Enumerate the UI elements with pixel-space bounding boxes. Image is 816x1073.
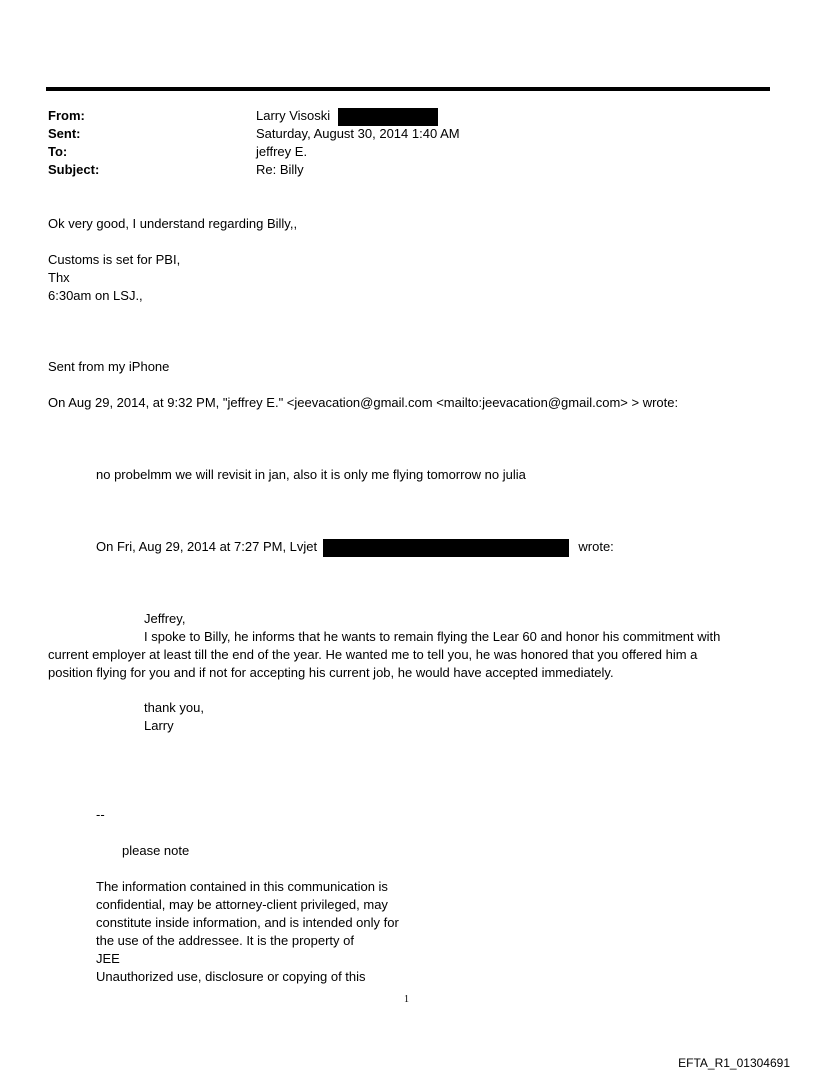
signature-line: Sent from my iPhone (48, 359, 170, 374)
please-note: please note (122, 843, 190, 858)
notice-line: constitute inside information, and is intended only for (96, 915, 399, 930)
subject-value: Re: Billy (256, 162, 304, 177)
quote-header: On Aug 29, 2014, at 9:32 PM, "jeffrey E." <jeevacation@gmail.com <mailto:jeevacation@gmail.com> > wrote: (48, 395, 679, 410)
from-label: From: (48, 108, 85, 123)
from-name: Larry Visoski (256, 108, 331, 123)
signature-dashes: -- (96, 807, 105, 822)
closing-line: thank you, (144, 700, 204, 715)
sent-label: Sent: (48, 126, 81, 141)
sent-value: Saturday, August 30, 2014 1:40 AM (256, 126, 460, 141)
notice-line: confidential, may be attorney-client privileged, may (96, 897, 388, 912)
page-number: 1 (404, 994, 409, 1005)
quote-header (96, 538, 614, 557)
notice-line: the use of the addressee. It is the property of (96, 933, 354, 948)
top-rule (46, 87, 770, 91)
paragraph-line: I spoke to Billy, he informs that he wants to remain flying the Lear 60 and honor his commitment with (144, 629, 721, 644)
notice-line: The information contained in this communication is (96, 879, 388, 894)
notice-line: Unauthorized use, disclosure or copying of this (96, 969, 366, 984)
body-line: Thx (48, 270, 70, 285)
redaction-box (338, 108, 438, 126)
body-line: Ok very good, I understand regarding Billy,, (48, 216, 298, 231)
quoted-text: no probelmm we will revisit in jan, also it is only me flying tomorrow no julia (96, 467, 526, 482)
body-line: 6:30am on LSJ., (48, 288, 143, 303)
closing-line: Larry (144, 718, 174, 733)
quote-header-prefix: On Fri, Aug 29, 2014 at 7:27 PM, Lvjet (96, 539, 318, 554)
redaction-box (323, 539, 569, 557)
bates-number: EFTA_R1_01304691 (678, 1056, 790, 1070)
body-line: Customs is set for PBI, (48, 252, 181, 267)
quote-header-suffix: wrote: (578, 539, 614, 554)
paragraph-line: position flying for you and if not for accepting his current job, he would have accepted immediately. (48, 665, 614, 680)
paragraph-line: current employer at least till the end of the year. He wanted me to tell you, he was honored that you offered him a (48, 647, 698, 662)
subject-label: Subject: (48, 162, 100, 177)
greeting: Jeffrey, (144, 611, 186, 626)
to-label: To: (48, 144, 68, 159)
to-value: jeffrey E. (256, 144, 308, 159)
notice-line: JEE (96, 951, 120, 966)
from-value (256, 107, 438, 126)
